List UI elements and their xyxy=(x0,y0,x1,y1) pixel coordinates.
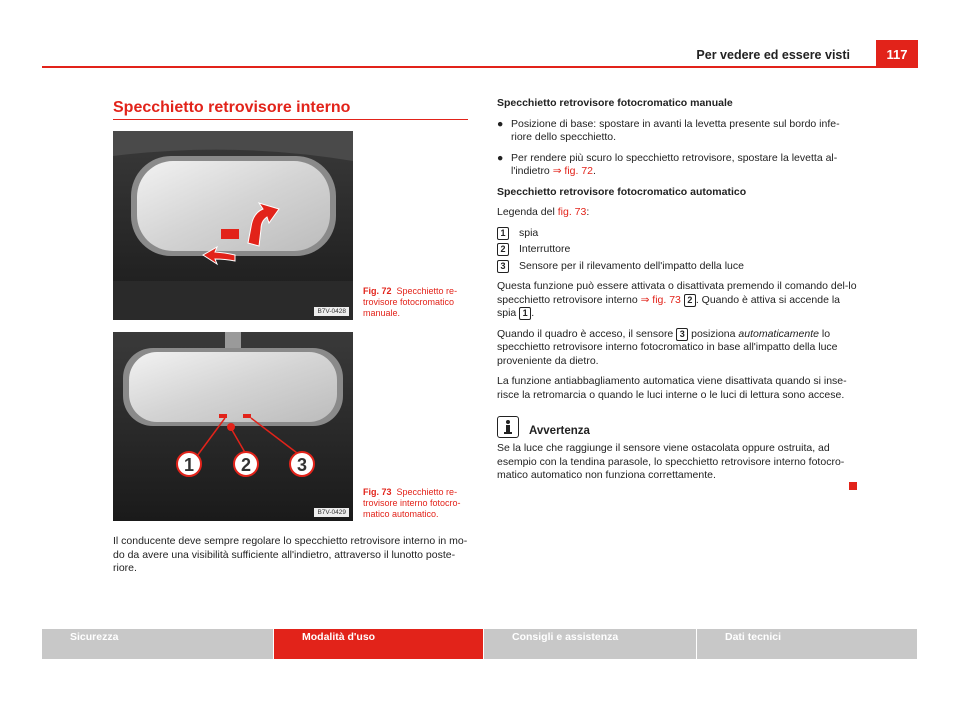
intro-paragraph: Il conducente deve sempre regolare lo specchietto retrovisore interno in mo-do da avere una visibilità sufficiente all'indietro, attraverso il lunotto poste-riore. xyxy=(113,535,468,574)
fig-73-link[interactable]: fig. 73 xyxy=(557,206,587,218)
info-icon xyxy=(497,416,519,438)
section-divider xyxy=(113,119,468,120)
section-end-mark xyxy=(849,482,857,490)
para-text: Quando il quadro è acceso, il sensore xyxy=(497,327,677,340)
para-text: . xyxy=(531,307,535,319)
legend-intro xyxy=(497,206,859,220)
section-title: Specchietto retrovisore interno xyxy=(113,99,351,116)
caption-label: Fig. 73 xyxy=(363,487,392,497)
page-number: 117 xyxy=(876,40,918,67)
figure-72-image xyxy=(113,131,353,320)
bullet-item: ● Per rendere più scuro lo specchietto retrovisore, spostare la levetta al-l'indietro ⇒ fig. 72. xyxy=(497,151,838,177)
legend-list xyxy=(497,227,859,274)
caption-label: Fig. 72 xyxy=(363,286,392,296)
inline-badge: 3 xyxy=(676,328,688,341)
legend-item xyxy=(497,243,859,257)
para-emphasis: automaticamente xyxy=(738,327,819,340)
bullet-item: ● Posizione di base: spostare in avanti la levetta presente sul bordo infe-riore dello specchietto. xyxy=(497,117,840,143)
callout-1: 1 xyxy=(183,455,195,475)
callout-3: 3 xyxy=(296,455,308,475)
legend-intro-colon: : xyxy=(586,206,590,218)
sensor-paragraph xyxy=(497,328,859,369)
antiglare-paragraph: La funzione antiabbagliamento automatica viene disattivata quando si inse-risce la retromarcia o quando le luci interne o le luci di lettura sono accese. xyxy=(497,375,847,401)
bullet-text: Posizione di base: spostare in avanti la levetta presente sul bordo infe-riore dello specchietto. xyxy=(511,117,840,143)
para-text: posiziona xyxy=(688,327,739,340)
legend-item xyxy=(497,260,859,274)
figure-code: B7V-0428 xyxy=(314,307,349,316)
note-title: Avvertenza xyxy=(529,424,590,437)
callout-2: 2 xyxy=(240,455,252,475)
legend-item xyxy=(497,227,859,241)
figure-73-caption xyxy=(363,487,468,520)
legend-badge: 2 xyxy=(497,243,509,256)
inline-badge: 1 xyxy=(519,307,531,320)
bullet-text: Per rendere più scuro lo specchietto retrovisore, spostare la levetta al-l'indietro xyxy=(511,151,838,177)
fig-73-link[interactable]: ⇒ fig. 73 xyxy=(640,293,681,306)
manual-heading: Specchietto retrovisore fotocromatico manuale xyxy=(497,97,733,109)
auto-heading: Specchietto retrovisore fotocromatico automatico xyxy=(497,185,747,198)
para-text: . Quando è attiva si accende la spia xyxy=(497,293,841,319)
note-text: Se la luce che raggiunge il sensore viene ostacolata oppure ostruita, ad esempio con la tendina parasole, lo specchietto retrovisore interno fotocro-matico automatico non funziona correttamente. xyxy=(497,442,845,481)
bullet-text-end: . xyxy=(593,165,596,177)
legend-intro-text: Legenda del xyxy=(497,206,558,218)
legend-text: Interruttore xyxy=(519,243,571,255)
figure-72-caption xyxy=(363,286,468,319)
tab-dati-tecnici[interactable]: Dati tecnici xyxy=(697,629,917,659)
note-header xyxy=(497,416,859,438)
fig-72-link[interactable]: ⇒ fig. 72 xyxy=(552,165,594,177)
figure-73-image xyxy=(113,332,353,521)
tab-consigli-assistenza[interactable]: Consigli e assistenza xyxy=(484,629,696,659)
figure-code: B7V-0429 xyxy=(314,508,349,517)
legend-badge: 3 xyxy=(497,260,509,273)
legend-text: Sensore per il rilevamento dell'impatto della luce xyxy=(519,259,744,272)
tab-modalita-uso[interactable]: Modalità d'uso xyxy=(274,629,483,659)
footer-tabs xyxy=(42,629,918,659)
legend-badge: 1 xyxy=(497,227,509,240)
right-column xyxy=(497,97,859,490)
caption-text: Specchietto re-trovisore fotocromatico manuale. xyxy=(363,286,458,318)
para-text: lo specchietto retrovisore interno fotocromatico in base all'impatto della luce proveniente da dietro. xyxy=(497,327,838,367)
header-divider xyxy=(42,66,918,68)
tab-sicurezza[interactable]: Sicurezza xyxy=(42,629,273,659)
header-title: Per vedere ed essere visti xyxy=(696,48,850,62)
caption-text: Specchietto re-trovisore interno fotocro-matico automatico. xyxy=(363,487,461,519)
legend-text: spia xyxy=(519,226,539,239)
para-text: Questa funzione può essere attivata o disattivata premendo il comando del-lo specchietto retrovisore interno xyxy=(497,280,857,306)
function-paragraph xyxy=(497,280,859,321)
inline-badge: 2 xyxy=(684,294,696,307)
